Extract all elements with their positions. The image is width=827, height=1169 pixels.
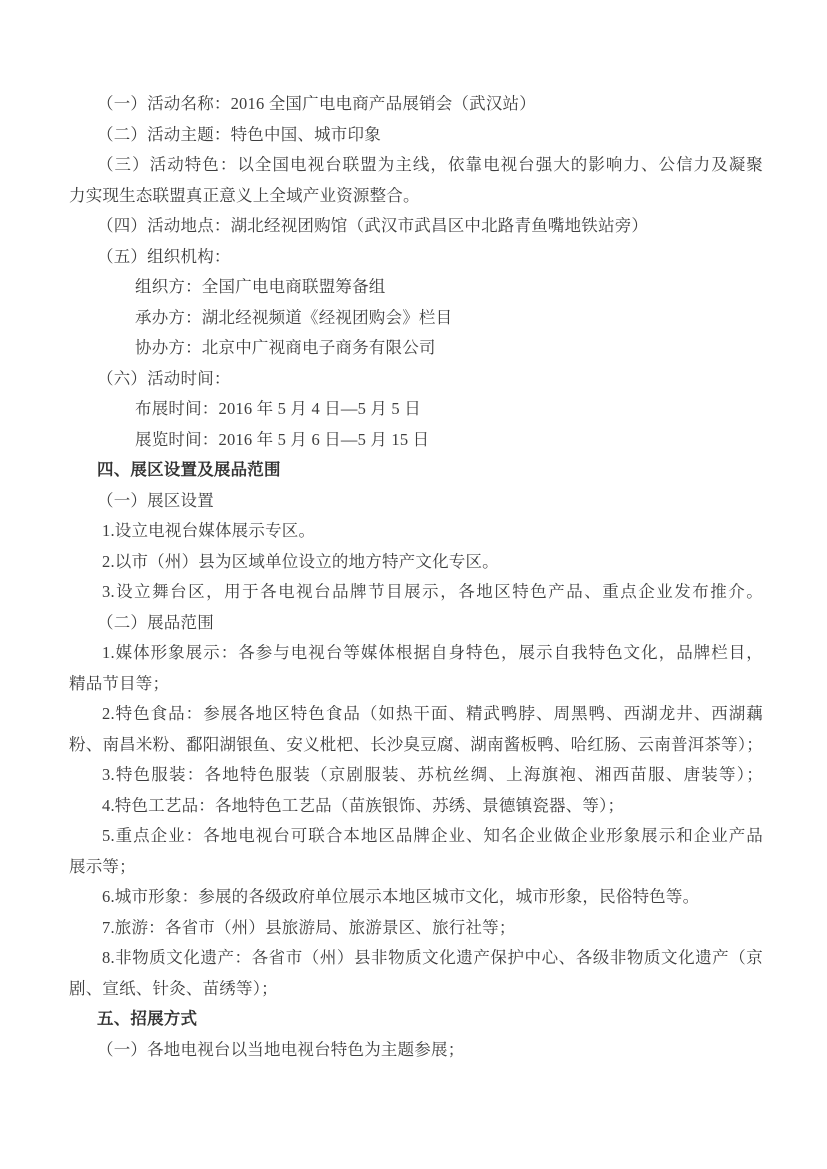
doc-line-media-image-1: 1.媒体形象展示：各参与电视台等媒体根据自身特色，展示自我特色文化，品牌栏目， <box>102 643 763 662</box>
doc-line-intangible-heritage-2: 剧、宣纸、针灸、苗绣等）； <box>69 978 278 998</box>
doc-line-zone-2: 2.以市（州）县为区域单位设立的地方特产文化专区。 <box>102 551 499 571</box>
doc-line-zone-setup-label: （一）展区设置 <box>97 490 214 510</box>
doc-line-activity-theme: （二）活动主题：特色中国、城市印象 <box>97 124 381 144</box>
doc-line-special-food-2: 粉、南昌米粉、鄱阳湖银鱼、安义枇杷、长沙臭豆腐、湖南酱板鸭、哈红肠、云南普洱茶等）； <box>69 734 763 754</box>
doc-line-undertaker: 承办方：湖北经视频道《经视团购会》栏目 <box>135 307 453 327</box>
document-page <box>69 89 763 1065</box>
doc-line-activity-name: （一）活动名称：2016 全国广电电商产品展销会（武汉站） <box>97 94 536 113</box>
doc-line-exhibition-time: 展览时间：2016 年 5 月 6 日—5 月 15 日 <box>135 429 430 449</box>
section-heading-four: 四、展区设置及展品范围 <box>97 460 281 479</box>
section-heading-five: 五、招展方式 <box>97 1009 198 1028</box>
doc-line-activity-location: （四）活动地点：湖北经视团购馆（武汉市武昌区中北路青鱼嘴地铁站旁） <box>97 216 649 235</box>
doc-line-exhibit-scope-label: （二）展品范围 <box>97 612 214 632</box>
doc-line-media-image-2: 精品节目等； <box>69 673 170 693</box>
doc-line-key-enterprises-2: 展示等； <box>69 856 136 876</box>
doc-line-activity-feature-1: （三）活动特色：以全国电视台联盟为主线，依靠电视台强大的影响力、公信力及凝聚 <box>97 155 763 174</box>
doc-line-special-crafts: 4.特色工艺品：各地特色工艺品（苗族银饰、苏绣、景德镇瓷器、等）； <box>102 795 625 815</box>
doc-line-organizer: 组织方：全国广电电商联盟筹备组 <box>135 277 386 296</box>
doc-line-co-organizer: 协办方：北京中广视商电子商务有限公司 <box>135 338 436 357</box>
doc-line-city-image: 6.城市形象：参展的各级政府单位展示本地区城市文化，城市形象，民俗特色等。 <box>102 887 700 906</box>
doc-line-key-enterprises-1: 5.重点企业：各地电视台可联合本地区品牌企业、知名企业做企业形象展示和企业产品 <box>102 826 763 845</box>
doc-line-activity-time: （六）活动时间： <box>97 368 231 388</box>
doc-line-recruitment-1: （一）各地电视台以当地电视台特色为主题参展； <box>97 1039 465 1059</box>
doc-line-zone-1: 1.设立电视台媒体展示专区。 <box>102 521 316 540</box>
doc-line-tourism: 7.旅游：各省市（州）县旅游局、旅游景区、旅行社等； <box>102 917 516 937</box>
doc-line-zone-3: 3.设立舞台区，用于各电视台品牌节目展示，各地区特色产品、重点企业发布推介。 <box>102 582 763 601</box>
doc-line-organization-label: （五）组织机构： <box>97 246 231 266</box>
doc-line-special-clothing: 3.特色服装：各地特色服装（京剧服装、苏杭丝绸、上海旗袍、湘西苗服、唐装等）； <box>102 765 763 784</box>
doc-line-setup-time: 布展时间：2016 年 5 月 4 日—5 月 5 日 <box>135 399 421 418</box>
doc-line-special-food-1: 2.特色食品：参展各地区特色食品（如热干面、精武鸭脖、周黑鸭、西湖龙井、西湖藕 <box>102 704 763 723</box>
doc-line-activity-feature-2: 力实现生态联盟真正意义上全域产业资源整合。 <box>69 185 420 205</box>
doc-line-intangible-heritage-1: 8.非物质文化遗产：各省市（州）县非物质文化遗产保护中心、各级非物质文化遗产（京 <box>102 948 763 967</box>
